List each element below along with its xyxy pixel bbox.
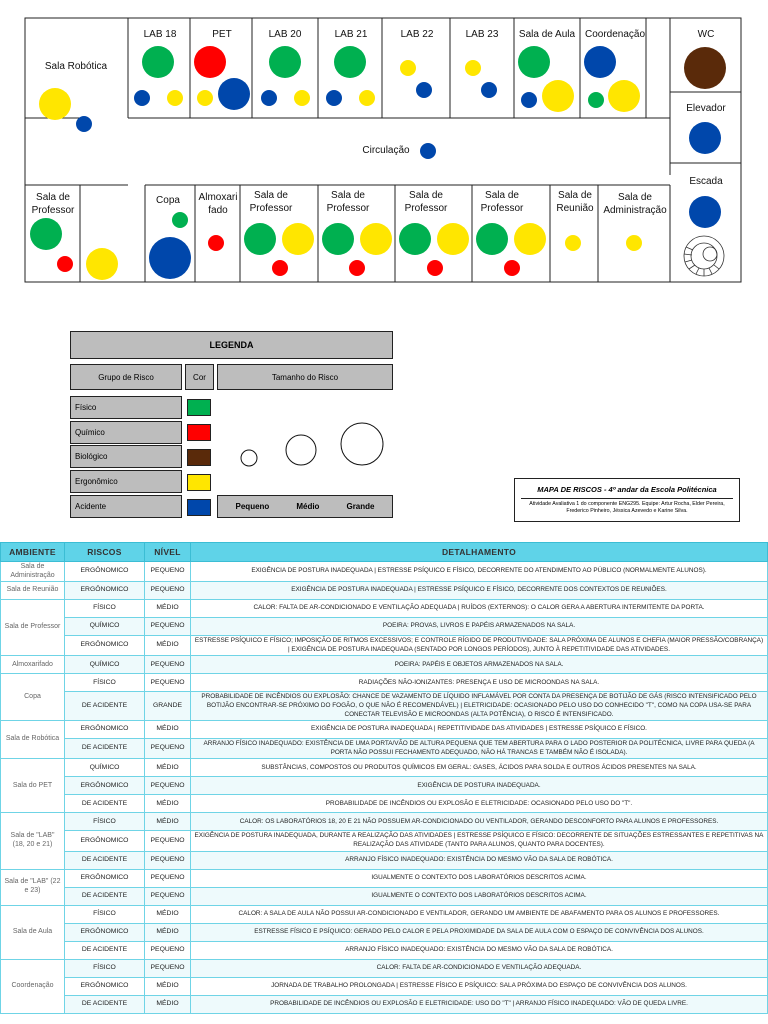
table-row	[1, 618, 768, 636]
legend-size-labels	[217, 495, 393, 518]
table-row	[1, 656, 768, 674]
cell-detalhamento: PROBABILIDADE DE INCÊNDIOS OU EXPLOSÃO: CHANCE DE VAZAMENTO DE LÍQUIDO INFLAMÁVEL POR CONTA DA PRESENÇA DE BOTIJÃO DE GÁS (RISCO INTENSIFICADO PELO BOTIJÃO ENCONTRAR-SE PRÓXIMO DO FOGÃO, O QUE NÃO É RECOMENDÁVEL) | ELETRICIDADE: OCASIONADO PELO USO DO CONHECIDO "T", COMO NA COPA USA-SE PARA CONECTAR TELEVISÃO E MICROONDAS (ALTA POTÊNCIA), O RISCO É INTENSIFICADO.	[191, 692, 768, 721]
cell-detalhamento: ESTRESSE FÍSICO E PSÍQUICO: GERADO PELO CALOR E PELA PROXIMIDADE DA SALA DE AULA COM O ESPAÇO DE CONVIVÊNCIA DOS ALUNOS.	[191, 923, 768, 941]
room-label-sala-aula: Sala de Aula	[518, 29, 576, 40]
risk-fisico-marker	[334, 46, 366, 78]
room-label-line: Sala de	[36, 192, 70, 203]
legend-swatch-ergonomico	[187, 474, 211, 491]
cell-nivel: PEQUENO	[145, 887, 191, 905]
cell-nivel: MÉDIO	[145, 905, 191, 923]
cell-detalhamento: CALOR: FALTA DE AR-CONDICIONADO E VENTILAÇÃO ADEQUADA | RUÍDOS (EXTERNOS): O CALOR GERA A ABERTURA INTERMITENTE DA PORTA.	[191, 600, 768, 618]
cell-nivel: MÉDIO	[145, 795, 191, 813]
cell-ambiente: Copa	[1, 674, 65, 721]
risk-fisico-marker	[476, 223, 508, 255]
cell-detalhamento: PROBABILIDADE DE INCÊNDIOS OU EXPLOSÃO E ELETRICIDADE: USO DO "T" | ARRANJO FÍSICO INADEQUADO: VÃO DE QUEDA LIVRE.	[191, 995, 768, 1013]
room-label-sala-professor-3	[318, 189, 378, 215]
cell-riscos: FÍSICO	[65, 813, 145, 831]
cell-detalhamento: ARRANJO FÍSICO INADEQUADO: EXISTÊNCIA DE UMA PORTA/VÃO DE ALTURA PEQUENA QUE TEM ABERTURA PARA O LADO POSTERIOR DA POLITÉCNICA, LIVRE PARA QUEDA (A PORTA NÃO POSSUI FECHAMENTO ADEQUADO, NÃO HÁ TRANCAS E TAMBÉM NÃO É ISOLADA).	[191, 739, 768, 759]
room-label-line: fado	[208, 205, 228, 216]
cell-detalhamento: POEIRA: PROVAS, LIVROS E PAPÉIS ARMAZENADOS NA SALA.	[191, 618, 768, 636]
cell-riscos: FÍSICO	[65, 959, 145, 977]
cell-detalhamento: EXIGÊNCIA DE POSTURA INADEQUADA, DURANTE A REALIZAÇÃO DAS ATIVIDADES | ESTRESSE PSÍQUICO E FÍSICO: DECORRENTE DE SITUAÇÕES ESTRESSANTES E REPETITIVAS NA REALIZAÇÃO DAS ATIVIDADE (TANTO PARA ALUNOS, QUANTO PARA DOCENTES).	[191, 831, 768, 851]
risk-acidente-marker	[689, 196, 721, 228]
cell-nivel: MÉDIO	[145, 977, 191, 995]
cell-riscos: ERGÔNOMICO	[65, 977, 145, 995]
table-row	[1, 831, 768, 851]
legend-header-group: Grupo de Risco	[70, 364, 182, 390]
room-label-pet: PET	[212, 29, 232, 40]
cell-ambiente: Sala de Professor	[1, 600, 65, 656]
table-body	[1, 562, 768, 1014]
legend-swatch-fisico	[187, 399, 211, 416]
risk-ergonomico-marker	[282, 223, 314, 255]
cell-ambiente: Sala de Robótica	[1, 721, 65, 759]
legend-header-size: Tamanho do Risco	[217, 364, 393, 390]
table-row	[1, 759, 768, 777]
risk-ergonomico-marker	[359, 90, 375, 106]
cell-nivel: PEQUENO	[145, 562, 191, 582]
legend-swatch-acidente	[187, 499, 211, 516]
cell-detalhamento: ESTRESSE PSÍQUICO E FÍSICO; IMPOSIÇÃO DE RITMOS EXCESSIVOS; E CONTROLE RÍGIDO DE PRODUTIVIDADE: SALA PRÓXIMA DE ALUNOS E CHEFIA (MAIOR PRESSÃO/COBRANÇA) | EXIGÊNCIA DE POSTURA INADEQUADA (SENTADO POR LONGOS PERÍODOS), JUNTO À REPETITIVIDADE DAS ATIVIDADES.	[191, 636, 768, 656]
cell-riscos: FÍSICO	[65, 600, 145, 618]
room-label-line: Almoxari	[198, 192, 238, 203]
risk-fisico-marker	[269, 46, 301, 78]
risk-ergonomico-marker	[465, 60, 481, 76]
legend-swatch-quimico	[187, 424, 211, 441]
header-riscos: RISCOS	[65, 543, 145, 562]
cell-riscos: QUÍMICO	[65, 656, 145, 674]
cell-riscos: DE ACIDENTE	[65, 739, 145, 759]
header-nivel: NÍVEL	[145, 543, 191, 562]
room-label-lab22: LAB 22	[400, 29, 434, 40]
cell-detalhamento: EXIGÊNCIA DE POSTURA INADEQUADA | ESTRESSE PSÍQUICO E FÍSICO, DECORRENTE DO ATENDIMENTO AO PÚBLICO (NORMALMENTE ALUNOS).	[191, 562, 768, 582]
table-row	[1, 674, 768, 692]
legend-group-fisico: Físico	[70, 396, 182, 419]
room-label-escada: Escada	[689, 176, 723, 187]
table-row	[1, 562, 768, 582]
risk-acidente-marker	[134, 90, 150, 106]
cell-detalhamento: ARRANJO FÍSICO INADEQUADO: EXISTÊNCIA DO MESMO VÃO DA SALA DE ROBÓTICA.	[191, 941, 768, 959]
cell-riscos: DE ACIDENTE	[65, 887, 145, 905]
cell-nivel: MÉDIO	[145, 813, 191, 831]
table-row	[1, 941, 768, 959]
cell-nivel: MÉDIO	[145, 759, 191, 777]
cell-riscos: DE ACIDENTE	[65, 995, 145, 1013]
cell-riscos: ERGÔNOMICO	[65, 582, 145, 600]
stairs-icon	[684, 236, 724, 276]
table-row	[1, 795, 768, 813]
cell-nivel: PEQUENO	[145, 674, 191, 692]
risk-table	[0, 542, 768, 1014]
table-row	[1, 582, 768, 600]
room-label-line: Sala de	[331, 190, 365, 201]
table-row	[1, 721, 768, 739]
risk-quimico-marker	[57, 256, 73, 272]
cell-nivel: PEQUENO	[145, 582, 191, 600]
cell-riscos: QUÍMICO	[65, 759, 145, 777]
cell-nivel: MÉDIO	[145, 600, 191, 618]
legend-group-quimico: Químico	[70, 421, 182, 444]
risk-quimico-marker	[272, 260, 288, 276]
table-header-row	[1, 543, 768, 562]
size-medium-icon	[286, 435, 316, 465]
room-label-lab20: LAB 20	[268, 29, 302, 40]
risk-acidente-marker	[689, 122, 721, 154]
cell-riscos: DE ACIDENTE	[65, 795, 145, 813]
cell-ambiente: Sala do PET	[1, 759, 65, 813]
table-row	[1, 692, 768, 721]
cell-nivel: PEQUENO	[145, 941, 191, 959]
cell-nivel: MÉDIO	[145, 923, 191, 941]
risk-fisico-marker	[518, 46, 550, 78]
room-label-line: Sala de	[558, 190, 592, 201]
risk-fisico-marker	[588, 92, 604, 108]
cell-riscos: ERGÔNOMICO	[65, 869, 145, 887]
legend-size-circles	[217, 396, 393, 491]
risk-ergonomico-marker	[86, 248, 118, 280]
risk-quimico-marker	[349, 260, 365, 276]
risk-acidente-marker	[420, 143, 436, 159]
risk-acidente-marker	[218, 78, 250, 110]
table-row	[1, 977, 768, 995]
legend-swatch-biologico	[187, 449, 211, 466]
table-row	[1, 813, 768, 831]
cell-riscos: FÍSICO	[65, 905, 145, 923]
risk-quimico-marker	[194, 46, 226, 78]
cell-riscos: QUÍMICO	[65, 618, 145, 636]
room-label-lab21: LAB 21	[334, 29, 368, 40]
risk-quimico-marker	[208, 235, 224, 251]
cell-riscos: DE ACIDENTE	[65, 941, 145, 959]
cell-riscos: ERGÔNOMICO	[65, 636, 145, 656]
room-label-copa: Copa	[156, 195, 180, 206]
table-row	[1, 887, 768, 905]
room-label-lab23: LAB 23	[465, 29, 499, 40]
cell-detalhamento: CALOR: A SALA DE AULA NÃO POSSUI AR-CONDICIONADO E VENTILADOR, GERANDO UM AMBIENTE DE ABAFAMENTO PARA OS ALUNOS E PROFESSORES.	[191, 905, 768, 923]
header-ambiente: AMBIENTE	[1, 543, 65, 562]
risk-fisico-marker	[244, 223, 276, 255]
size-label-medium: Médio	[296, 502, 320, 511]
risk-acidente-marker	[481, 82, 497, 98]
room-label-line: Professor	[326, 203, 370, 214]
cell-detalhamento: JORNADA DE TRABALHO PROLONGADA | ESTRESSE FÍSICO E PSÍQUICO: SALA PRÓXIMA DO ESPAÇO DE CONVIVÊNCIA DOS ALUNOS.	[191, 977, 768, 995]
risk-ergonomico-marker	[626, 235, 642, 251]
size-label-large: Grande	[346, 502, 375, 511]
risk-ergonomico-marker	[565, 235, 581, 251]
cell-riscos: DE ACIDENTE	[65, 692, 145, 721]
cell-riscos: ERGÔNOMICO	[65, 721, 145, 739]
risk-ergonomico-marker	[400, 60, 416, 76]
legend-group-biologico: Biológico	[70, 445, 182, 468]
cell-nivel: PEQUENO	[145, 777, 191, 795]
risk-acidente-marker	[326, 90, 342, 106]
room-label-coordenacao: Coordenação	[584, 29, 646, 40]
room-label-sala-professor-5	[472, 189, 532, 215]
risk-ergonomico-marker	[608, 80, 640, 112]
room-label-line: Sala de	[485, 190, 519, 201]
table-row	[1, 995, 768, 1013]
legend-group-ergonomico: Ergonômico	[70, 470, 182, 493]
cell-nivel: PEQUENO	[145, 959, 191, 977]
cell-detalhamento: SUBSTÂNCIAS, COMPOSTOS OU PRODUTOS QUÍMICOS EM GERAL: GASES, ÁCIDOS PARA SOLDA E OUTROS ÁCIDOS PRESENTES NA SALA.	[191, 759, 768, 777]
risk-ergonomico-marker	[514, 223, 546, 255]
risk-biologico-marker	[684, 47, 726, 89]
cell-nivel: MÉDIO	[145, 995, 191, 1013]
room-label-sala-robotica: Sala Robótica	[44, 61, 108, 72]
risk-fisico-marker	[399, 223, 431, 255]
room-label-circulacao: Circulação	[362, 145, 410, 156]
cell-riscos: ERGÔNOMICO	[65, 562, 145, 582]
room-label-elevador: Elevador	[686, 103, 726, 114]
room-label-line: Administração	[603, 205, 667, 216]
cell-detalhamento: CALOR: FALTA DE AR-CONDICIONADO E VENTILAÇÃO ADEQUADA.	[191, 959, 768, 977]
risk-fisico-marker	[172, 212, 188, 228]
room-label-lab18: LAB 18	[143, 29, 177, 40]
risk-fisico-marker	[30, 218, 62, 250]
cell-nivel: PEQUENO	[145, 618, 191, 636]
cell-detalhamento: RADIAÇÕES NÃO-IONIZANTES: PRESENÇA E USO DE MICROONDAS NA SALA.	[191, 674, 768, 692]
map-subtitle: Atividade Avaliativa 1 do componente ENG295. Equipe: Artur Rocha, Elder Pereira, Frederico Pinheiro, Jéssica Azevedo e Karine Silva.	[529, 501, 725, 514]
room-label-sala-professor-2	[241, 189, 301, 215]
map-title: MAPA DE RISCOS - 4º andar da Escola Politécnica	[521, 485, 733, 499]
table-row	[1, 959, 768, 977]
size-label-small: Pequeno	[235, 502, 270, 511]
table-row	[1, 905, 768, 923]
room-label-line: Professor	[480, 203, 524, 214]
risk-fisico-marker	[322, 223, 354, 255]
table-row	[1, 739, 768, 759]
cell-detalhamento: IGUALMENTE O CONTEXTO DOS LABORATÓRIOS DESCRITOS ACIMA.	[191, 869, 768, 887]
cell-detalhamento: EXIGÊNCIA DE POSTURA INADEQUADA | ESTRESSE PSÍQUICO E FÍSICO, DECORRENTE DOS CONTEXTOS DE REUNIÕES.	[191, 582, 768, 600]
room-label-sala-reuniao	[552, 189, 598, 215]
risk-ergonomico-marker	[39, 88, 71, 120]
room-label-wc: WC	[697, 29, 715, 40]
risk-quimico-marker	[504, 260, 520, 276]
cell-ambiente: Coordenação	[1, 959, 65, 1013]
cell-nivel: PEQUENO	[145, 831, 191, 851]
room-label-line: Professor	[31, 205, 75, 216]
cell-nivel: MÉDIO	[145, 721, 191, 739]
room-label-line: Professor	[404, 203, 448, 214]
room-label-almoxarifado	[196, 191, 240, 217]
risk-acidente-marker	[521, 92, 537, 108]
risk-acidente-marker	[76, 116, 92, 132]
table-row	[1, 777, 768, 795]
legend-header-color: Cor	[185, 364, 214, 390]
risk-acidente-marker	[149, 237, 191, 279]
cell-detalhamento: EXIGÊNCIA DE POSTURA INADEQUADA.	[191, 777, 768, 795]
room-label-line: Reunião	[556, 203, 594, 214]
size-large-icon	[341, 423, 383, 465]
title-box	[514, 478, 740, 522]
risk-fisico-marker	[142, 46, 174, 78]
cell-detalhamento: CALOR: OS LABORATÓRIOS 18, 20 E 21 NÃO POSSUEM AR-CONDICIONADO OU VENTILADOR, GERANDO DESCONFORTO PARA ALUNOS E PROFESSORES.	[191, 813, 768, 831]
table-row	[1, 923, 768, 941]
cell-ambiente: Sala de Aula	[1, 905, 65, 959]
cell-riscos: ERGÔNOMICO	[65, 777, 145, 795]
table-row	[1, 851, 768, 869]
cell-nivel: MÉDIO	[145, 636, 191, 656]
risk-quimico-marker	[427, 260, 443, 276]
table-row	[1, 869, 768, 887]
legend-title: LEGENDA	[70, 331, 393, 359]
table-row	[1, 600, 768, 618]
cell-riscos: DE ACIDENTE	[65, 851, 145, 869]
risk-acidente-marker	[584, 46, 616, 78]
risk-acidente-marker	[416, 82, 432, 98]
legend-group-acidente: Acidente	[70, 495, 182, 518]
risk-ergonomico-marker	[167, 90, 183, 106]
risk-ergonomico-marker	[294, 90, 310, 106]
risk-ergonomico-marker	[360, 223, 392, 255]
room-label-line: Sala de	[254, 190, 288, 201]
cell-riscos: FÍSICO	[65, 674, 145, 692]
room-label-sala-professor-4	[396, 189, 456, 215]
cell-ambiente: Sala de "LAB" (18, 20 e 21)	[1, 813, 65, 869]
size-small-icon	[241, 450, 257, 466]
cell-detalhamento: ARRANJO FÍSICO INADEQUADO: EXISTÊNCIA DO MESMO VÃO DA SALA DE ROBÓTICA.	[191, 851, 768, 869]
risk-acidente-marker	[261, 90, 277, 106]
cell-nivel: PEQUENO	[145, 851, 191, 869]
cell-ambiente: Sala de "LAB" (22 e 23)	[1, 869, 65, 905]
room-label-line: Professor	[249, 203, 293, 214]
header-detalhamento: DETALHAMENTO	[191, 543, 768, 562]
cell-riscos: ERGÔNOMICO	[65, 923, 145, 941]
room-label-sala-administracao	[600, 191, 670, 217]
cell-nivel: PEQUENO	[145, 869, 191, 887]
cell-riscos: ERGÔNOMICO	[65, 831, 145, 851]
risk-ergonomico-marker	[542, 80, 574, 112]
cell-detalhamento: EXIGÊNCIA DE POSTURA INADEQUADA | REPETITIVIDADE DAS ATIVIDADES | ESTRESSE PSÍQUICO E FÍSICO.	[191, 721, 768, 739]
cell-ambiente: Almoxarifado	[1, 656, 65, 674]
table-row	[1, 636, 768, 656]
cell-detalhamento: IGUALMENTE O CONTEXTO DOS LABORATÓRIOS DESCRITOS ACIMA.	[191, 887, 768, 905]
risk-ergonomico-marker	[437, 223, 469, 255]
risk-ergonomico-marker	[197, 90, 213, 106]
cell-detalhamento: POEIRA: PAPÉIS E OBJETOS ARMAZENADOS NA SALA.	[191, 656, 768, 674]
cell-nivel: PEQUENO	[145, 739, 191, 759]
cell-ambiente: Sala de Administração	[1, 562, 65, 582]
risk-markers	[30, 46, 726, 280]
room-label-sala-professor-1	[26, 191, 80, 217]
room-label-line: Sala de	[618, 192, 652, 203]
cell-nivel: PEQUENO	[145, 656, 191, 674]
cell-detalhamento: PROBABILIDADE DE INCÊNDIOS OU EXPLOSÃO E ELETRICIDADE: OCASIONADO PELO USO DO "T".	[191, 795, 768, 813]
cell-nivel: GRANDE	[145, 692, 191, 721]
cell-ambiente: Sala de Reunião	[1, 582, 65, 600]
room-label-line: Sala de	[409, 190, 443, 201]
